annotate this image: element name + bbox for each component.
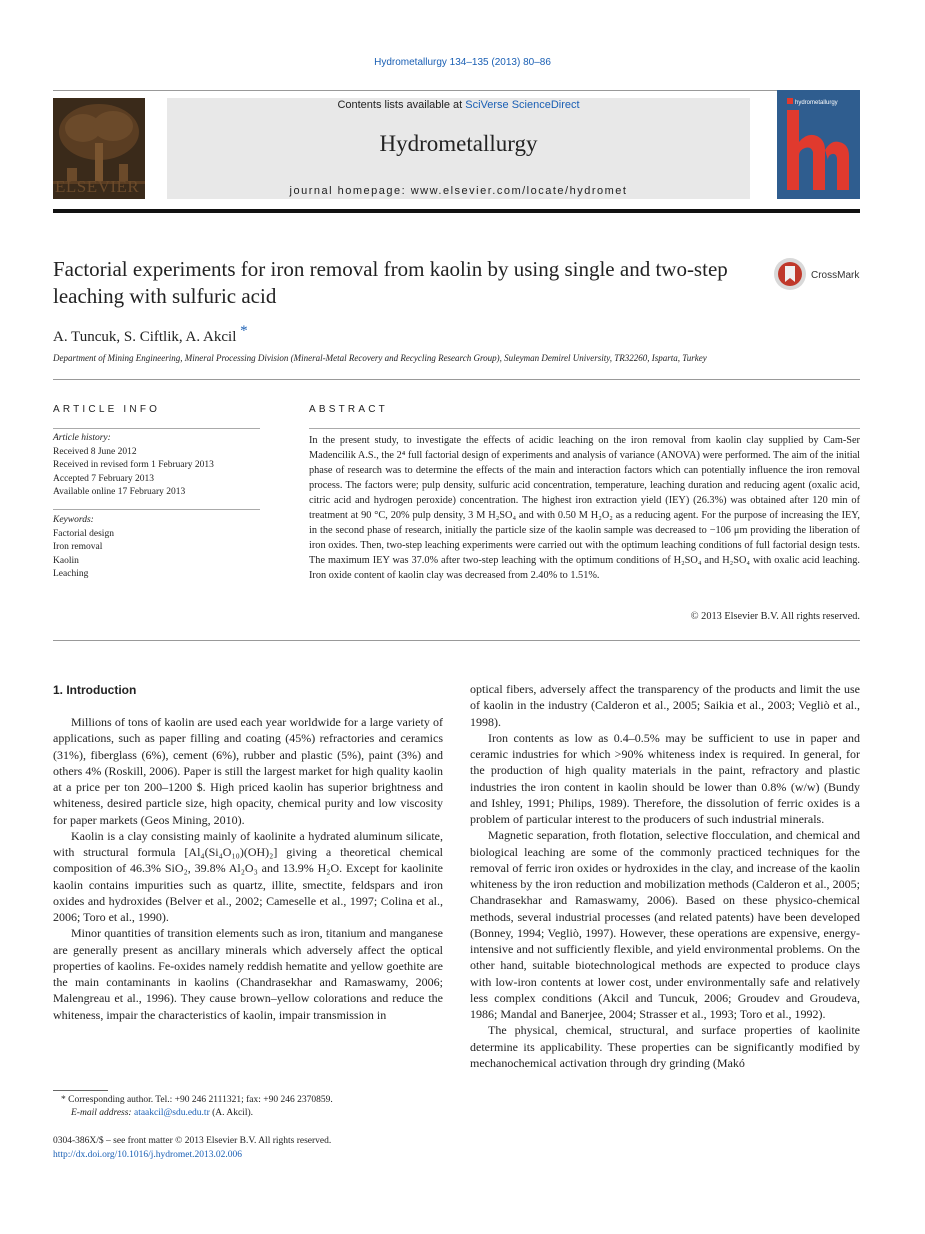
history-item: Accepted 7 February 2013 — [53, 473, 155, 484]
header-top-rule — [53, 90, 860, 91]
cover-title: hydrometallurgy — [795, 100, 838, 106]
keyword-item: Iron removal — [53, 542, 103, 552]
abstract-heading: ABSTRACT — [309, 404, 388, 415]
elsevier-logo — [53, 98, 145, 199]
issn-line: 0304-386X/$ – see front matter © 2013 Elsevier B.V. All rights reserved. — [53, 1136, 332, 1146]
body-paragraph: Minor quantities of transition elements such as iron, titanium and manganese are generally present as ancillary minerals which adversely affect the optical properties of kaolins. Fe-oxides namely reddish hematite and yellow goethite are the main contaminants in kaolins (Chandrasekhar and Ramaswamy, 2006; Malengreau et al., 1996). They cause brown–yellow colorations and reduce the whiteness, impair the characteristics of kaolin, impair transmission in — [53, 926, 443, 1022]
footnote — [53, 1094, 443, 1120]
contents-prefix: Contents lists available at — [337, 99, 466, 111]
affiliation: Department of Mining Engineering, Mineral Processing Division (Mineral-Metal Recovery and Recycling Research Group), Suleyman Demirel University, TR32260, Isparta, Turkey — [53, 353, 707, 363]
body-paragraph: Iron contents as low as 0.4–0.5% may be sufficient to use in paper and ceramic industries for which >90% whiteness index is required. In general, for the production of high quality materials in the paint, refractory and plastic industries the iron content in kaolin should be lower than 0.8% (w/w) (Bundy and Ishley, 1991; Philips, 1989). Therefore, the dissolution of ferric oxides is a problem of particular interest to the producers of such industrial minerals. — [470, 730, 860, 826]
article-info-rule — [53, 428, 260, 429]
keywords-label: Keywords: — [53, 515, 94, 525]
authors — [53, 323, 248, 346]
cover-hm-icon — [777, 90, 860, 199]
abstract-copyright: © 2013 Elsevier B.V. All rights reserved. — [690, 611, 860, 622]
keyword-item: Leaching — [53, 569, 89, 579]
history-label: Article history: — [53, 433, 111, 443]
abstract-rule — [309, 428, 860, 429]
email-label: E-mail address: — [71, 1108, 134, 1118]
keyword-item: Factorial design — [53, 528, 114, 539]
affiliation-rule — [53, 379, 860, 380]
article-title: Factorial experiments for iron removal from kaolin by using single and two-step leaching with sulfuric acid — [53, 257, 728, 308]
left-column — [53, 714, 443, 1023]
abstract-bottom-rule — [53, 640, 860, 641]
crossmark-label: CrossMark — [811, 270, 860, 281]
corresponding-author-note: * Corresponding author. Tel.: +90 246 2111321; fax: +90 246 2370859. — [61, 1095, 333, 1105]
email-line — [53, 1107, 443, 1120]
body-paragraph: optical fibers, adversely affect the transparency of the products and limit the use of kaolin in the industry (Calderon et al., 2005; Saikia et al., 2003; Vegliò et al., 1998). — [470, 682, 860, 729]
email-link[interactable]: ataakcil@sdu.edu.tr — [133, 1108, 210, 1118]
doi-link[interactable]: http://dx.doi.org/10.1016/j.hydromet.2013.02.006 — [53, 1150, 243, 1160]
keywords — [53, 514, 273, 582]
journal-homepage[interactable]: journal homepage: www.elsevier.com/locate/hydromet — [289, 185, 628, 197]
article-info-heading: ARTICLE INFO — [53, 404, 161, 415]
author-names: A. Tuncuk, S. Ciftlik, A. Akcil — [53, 329, 237, 345]
body-paragraph: Kaolin is a clay consisting mainly of kaolinite a hydrated aluminum silicate, with structural formula [Al₄(Si₄O₁₀)(OH)₂] giving a theoretical chemical composition of 46.3% SiO₂, 39.8% Al₂O₃ and 13.9% H₂O. Except for kaolinite kaolin contains impurities such as quartz, illite, smectite, feldspars and iron oxides and hydroxides (Belver et al., 2002; Cameselle et al., 1997; Colina et al., 2006; Toro et al., 1990). — [53, 828, 443, 924]
crossmark-badge[interactable] — [773, 257, 863, 293]
keyword-item: Kaolin — [53, 555, 79, 566]
body-paragraph: Magnetic separation, froth flotation, selective flocculation, and chemical and biological leaching are some of the commonly practiced techniques for the removal of ferric iron oxides or hydroxides in the clay, and increase of the kaolin whiteness by the iron reduction and mobilization methods (Calderon et al., 2005; Chandrasekhar and Ramaswamy, 2006). Based on these physico-chemical methods, several industrial processes (and related patents) have been developed (Bonney, 1994; Vegliò, 1997). However, these operations are expensive, energy-intensive and not sufficiently flexible, and yield environmental problems. On the other hand, suitable biotechnological methods are expected to produce clays with low-iron contents at lower cost, under environmentally safe and relatively less complex conditions (Akcil and Tuncuk, 2006; Groudev and Groudeva, 1986; Mandal and Banerjee, 2004; Strasser et al., 1993; Toro et al., 1992). — [470, 828, 860, 1021]
journal-banner — [167, 98, 750, 199]
history-item: Received in revised form 1 February 2013 — [53, 460, 214, 470]
keywords-rule — [53, 509, 260, 510]
body-paragraph: Millions of tons of kaolin are used each year worldwide for a large variety of applications, such as paper filling and coating (45%) refractories and ceramics (31%), fiberglass (6%), cement (6%), rubber and plastic (5%), paint (3%) and others 4% (Roskill, 2006). Paper is still the largest market for high quality kaolin at a price per ton 200–1200 $. High priced kaolin has superior brightness and whiteness, desired particle size, high opacity, chemical purity and low viscosity for paper markets (Geos Mining, 2010). — [53, 715, 443, 827]
journal-cover[interactable] — [777, 90, 860, 199]
article-history — [53, 432, 273, 500]
issn-block — [53, 1134, 331, 1162]
body-paragraph: The physical, chemical, structural, and surface properties of kaolinite determine its applicability. These properties can be significantly modified by mechanochemical activation through dry grinding (Makó — [470, 1023, 860, 1070]
crossmark-icon — [773, 257, 807, 291]
history-item: Available online 17 February 2013 — [53, 487, 186, 497]
corresponding-author-mark[interactable]: * — [240, 323, 248, 339]
abstract-text: In the present study, to investigate the effects of acidic leaching on the iron removal from kaolin clay supplied by Cam-Ser Madencilik A.S., the 2⁴ full factorial design of experiments and analysis of variance (ANOVA) were performed. The aim of the initial phase of research was to determine the effects of the main and interaction factors which can potentially influence the iron removal process. The factors were; pulp density, sulfuric acid concentration, temperature, leaching duration and reducing agent (oxalic acid, citric acid and hydrogen peroxide) concentration. The highest iron extraction yield (IEY) (26.3%) was obtained after 120 min of treatment at 90 °C, 20% pulp density, 3 M H₂SO₄ and with 0.50 M H₂O₂ as a reducing agent. For the purpose of increasing the IEY, in the second phase of research, initially the particle size of the kaolin sample was decreased to −106 μm providing the liberation of iron oxides. Then, two-step leaching experiments were carried out with the optimum leaching conditions of full factorial design tests. The maximum IEY was 37.0% after two-step leaching with the optimum conditions of H₂SO₄ and H₂SO₄ with oxalic acid leaching. Iron oxide content of kaolin clay was decreased from 2.40% to 1.51%. — [309, 435, 860, 581]
contents-line — [167, 99, 750, 111]
journal-citation[interactable]: Hydrometallurgy 134–135 (2013) 80–86 — [374, 57, 551, 68]
history-item: Received 8 June 2012 — [53, 446, 137, 457]
section-heading: 1. Introduction — [53, 683, 137, 697]
elsevier-wordmark: ELSEVIER — [55, 177, 140, 196]
right-column — [470, 681, 860, 1071]
journal-name: Hydrometallurgy — [379, 131, 538, 156]
email-suffix: (A. Akcil). — [209, 1108, 254, 1118]
sciencedirect-link[interactable]: SciVerse ScienceDirect — [465, 99, 580, 111]
header-bottom-rule — [53, 209, 860, 213]
footnote-rule — [53, 1090, 108, 1091]
